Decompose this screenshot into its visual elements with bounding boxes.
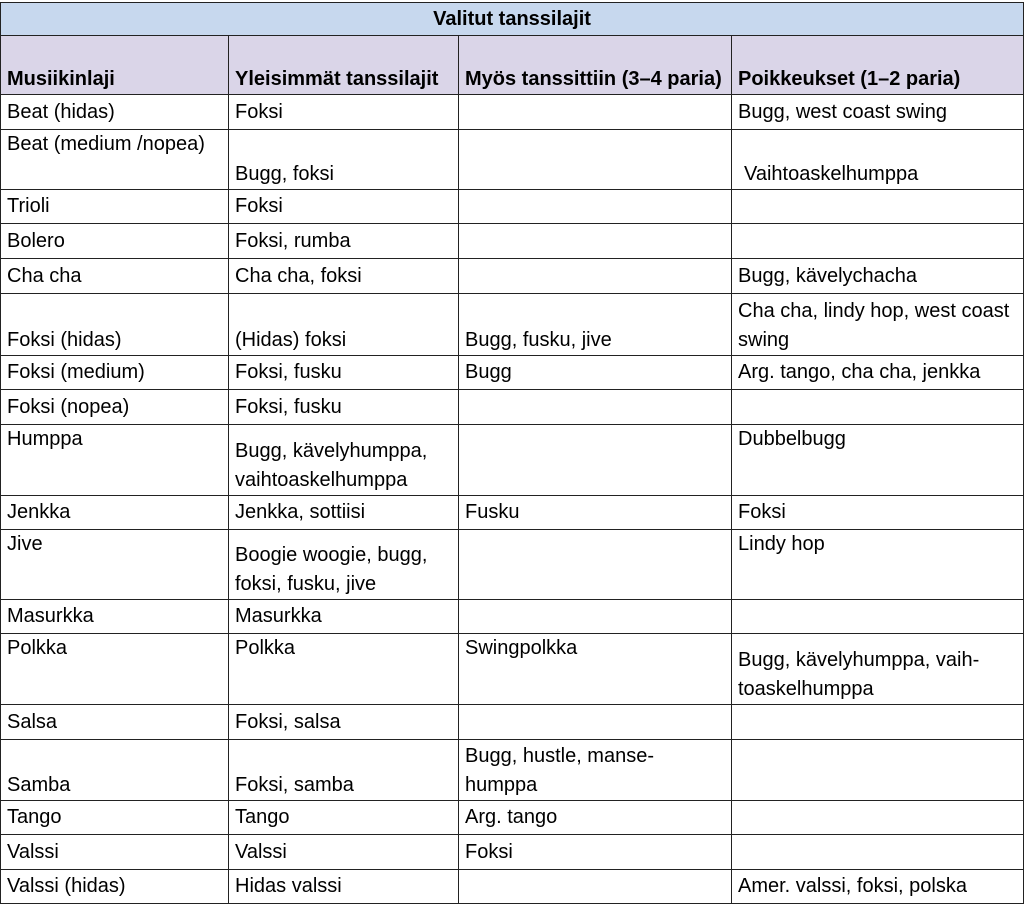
table-row [1,130,1024,190]
cell-exceptions: Arg. tango, cha cha, jenkka [732,356,1024,390]
cell-music-genre: Jenkka [1,496,229,530]
cell-common-dances: Jenkka, sottiisi [229,496,459,530]
cell-music-genre: Valssi [1,835,229,870]
cell-common-dances: Foksi, samba [229,740,459,801]
cell-music-genre: Masurkka [1,600,229,634]
cell-exceptions [732,835,1024,870]
table-header-row [1,36,1024,95]
cell-common-dances: Bugg, foksi [229,130,459,190]
table-row [1,801,1024,835]
cell-also-danced [459,870,732,904]
table-row [1,224,1024,259]
table-title: Valitut tanssilajit [1,3,1024,36]
cell-music-genre: Salsa [1,705,229,740]
table-row [1,530,1024,600]
cell-common-dances: Hidas valssi [229,870,459,904]
cell-also-danced: Swingpolkka [459,634,732,705]
cell-music-genre: Beat (medium /nopea) [1,130,229,190]
cell-exceptions: Amer. valssi, foksi, polska [732,870,1024,904]
table-row [1,496,1024,530]
cell-also-danced [459,224,732,259]
table-row [1,259,1024,294]
table-title-row [1,3,1024,36]
table-row [1,425,1024,496]
header-exceptions: Poikkeukset (1–2 paria) [732,36,1024,95]
table-row [1,294,1024,356]
cell-music-genre: Trioli [1,190,229,224]
cell-exceptions [732,390,1024,425]
table-row [1,190,1024,224]
table-row [1,600,1024,634]
cell-also-danced: Fusku [459,496,732,530]
table-row [1,634,1024,705]
cell-common-dances: Foksi, rumba [229,224,459,259]
cell-exceptions: Lindy hop [732,530,1024,600]
table-row [1,390,1024,425]
cell-also-danced: Arg. tango [459,801,732,835]
cell-exceptions: Bugg, kävelychacha [732,259,1024,294]
cell-also-danced: Bugg, hustle, manse-humppa [459,740,732,801]
cell-exceptions [732,600,1024,634]
cell-music-genre: Humppa [1,425,229,496]
header-music-genre: Musiikinlaji [1,36,229,95]
table-row [1,95,1024,130]
table-row [1,740,1024,801]
cell-common-dances: (Hidas) foksi [229,294,459,356]
cell-exceptions [732,224,1024,259]
cell-also-danced: Bugg [459,356,732,390]
cell-common-dances: Foksi, fusku [229,390,459,425]
table-row [1,705,1024,740]
cell-common-dances: Foksi, salsa [229,705,459,740]
cell-common-dances: Foksi [229,190,459,224]
cell-exceptions: Foksi [732,496,1024,530]
cell-common-dances: Valssi [229,835,459,870]
cell-also-danced [459,600,732,634]
cell-also-danced [459,95,732,130]
header-common-dances: Yleisimmät tanssilajit [229,36,459,95]
cell-also-danced [459,425,732,496]
cell-music-genre: Foksi (hidas) [1,294,229,356]
cell-exceptions: Bugg, kävelyhumppa, vaih-toaskelhumppa [732,634,1024,705]
cell-common-dances: Bugg, kävelyhumppa, vaihtoaskelhumppa [229,425,459,496]
cell-also-danced [459,705,732,740]
cell-also-danced [459,390,732,425]
cell-exceptions: Bugg, west coast swing [732,95,1024,130]
cell-music-genre: Valssi (hidas) [1,870,229,904]
header-also-danced: Myös tanssittiin (3–4 paria) [459,36,732,95]
cell-music-genre: Bolero [1,224,229,259]
cell-common-dances: Tango [229,801,459,835]
cell-exceptions [732,740,1024,801]
cell-common-dances: Masurkka [229,600,459,634]
cell-music-genre: Tango [1,801,229,835]
dance-table [0,2,1024,904]
cell-common-dances: Cha cha, foksi [229,259,459,294]
cell-common-dances: Polkka [229,634,459,705]
cell-exceptions: Cha cha, lindy hop, west coast swing [732,294,1024,356]
cell-common-dances: Foksi [229,95,459,130]
cell-also-danced [459,130,732,190]
cell-also-danced [459,530,732,600]
cell-exceptions [732,705,1024,740]
cell-also-danced [459,190,732,224]
cell-exceptions: Dubbelbugg [732,425,1024,496]
cell-also-danced: Foksi [459,835,732,870]
cell-common-dances: Boogie woogie, bugg, foksi, fusku, jive [229,530,459,600]
table-row [1,835,1024,870]
cell-exceptions [732,801,1024,835]
cell-also-danced [459,259,732,294]
cell-also-danced: Bugg, fusku, jive [459,294,732,356]
cell-music-genre: Samba [1,740,229,801]
cell-music-genre: Foksi (medium) [1,356,229,390]
cell-music-genre: Polkka [1,634,229,705]
cell-music-genre: Cha cha [1,259,229,294]
cell-music-genre: Beat (hidas) [1,95,229,130]
cell-common-dances: Foksi, fusku [229,356,459,390]
table-row [1,356,1024,390]
cell-exceptions [732,190,1024,224]
cell-music-genre: Jive [1,530,229,600]
cell-exceptions: Vaihtoaskelhumppa [732,130,1024,190]
table-row [1,870,1024,904]
cell-music-genre: Foksi (nopea) [1,390,229,425]
